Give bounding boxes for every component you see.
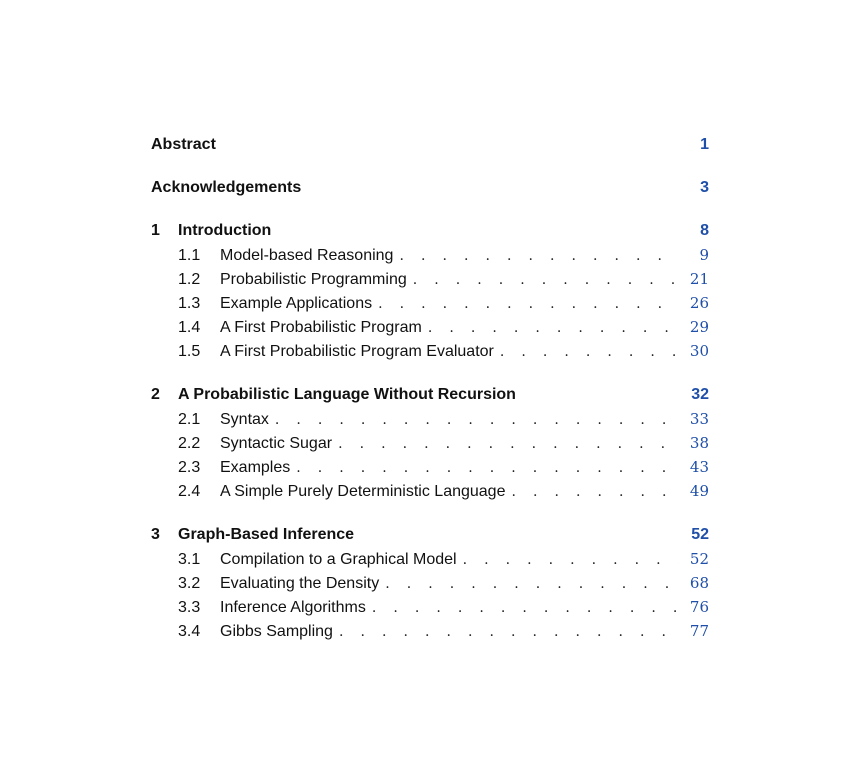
section-title: A First Probabilistic Program Evaluator bbox=[220, 343, 494, 360]
toc-section-2-1[interactable] bbox=[151, 407, 709, 431]
section-number: 2.4 bbox=[178, 483, 201, 500]
page-number[interactable]: 1 bbox=[700, 136, 709, 153]
dot-leader bbox=[338, 432, 679, 456]
toc-section-2-2[interactable] bbox=[151, 431, 709, 455]
chapter-number: 1 bbox=[151, 222, 160, 239]
page-number[interactable]: 52 bbox=[689, 550, 709, 568]
page-number[interactable]: 33 bbox=[689, 410, 709, 428]
dot-leader bbox=[428, 316, 679, 340]
section-title: Probabilistic Programming bbox=[220, 271, 407, 288]
section-number: 3.2 bbox=[178, 575, 201, 592]
dot-leader bbox=[339, 620, 679, 644]
section-title: Examples bbox=[220, 459, 291, 476]
table-of-contents bbox=[151, 133, 709, 643]
toc-chapter-2[interactable] bbox=[151, 383, 709, 407]
page-number[interactable]: 29 bbox=[689, 318, 709, 336]
page-number[interactable]: 8 bbox=[700, 222, 709, 239]
section-number: 2.1 bbox=[178, 411, 201, 428]
section-title: Evaluating the Density bbox=[220, 575, 380, 592]
entry-title: Abstract bbox=[151, 136, 216, 153]
page-number[interactable]: 26 bbox=[689, 294, 709, 312]
page-number[interactable]: 32 bbox=[691, 386, 709, 403]
section-number: 1.1 bbox=[178, 247, 201, 264]
toc-section-3-3[interactable] bbox=[151, 595, 709, 619]
dot-leader bbox=[399, 244, 679, 268]
section-number: 2.3 bbox=[178, 459, 201, 476]
page-number[interactable]: 68 bbox=[689, 574, 709, 592]
page-number[interactable]: 77 bbox=[689, 622, 709, 640]
chapter-title: A Probabilistic Language Without Recursion bbox=[178, 386, 516, 403]
toc-section-1-3[interactable] bbox=[151, 291, 709, 315]
dot-leader bbox=[275, 408, 679, 432]
section-number: 3.3 bbox=[178, 599, 201, 616]
chapter-number: 3 bbox=[151, 526, 160, 543]
section-title: Compilation to a Graphical Model bbox=[220, 551, 457, 568]
page-number[interactable]: 3 bbox=[700, 179, 709, 196]
section-title: A Simple Purely Deterministic Language bbox=[220, 483, 506, 500]
section-number: 2.2 bbox=[178, 435, 201, 452]
toc-section-2-4[interactable] bbox=[151, 479, 709, 503]
section-title: Syntactic Sugar bbox=[220, 435, 333, 452]
toc-section-3-4[interactable] bbox=[151, 619, 709, 643]
page-number[interactable]: 49 bbox=[689, 482, 709, 500]
dot-leader bbox=[372, 596, 679, 620]
chapter-title: Graph-Based Inference bbox=[178, 526, 355, 543]
section-title: Gibbs Sampling bbox=[220, 623, 333, 640]
page-number[interactable]: 30 bbox=[689, 342, 709, 360]
chapter-title: Introduction bbox=[178, 222, 272, 239]
page-number[interactable]: 21 bbox=[689, 270, 709, 288]
page-number[interactable]: 43 bbox=[689, 458, 709, 476]
dot-leader bbox=[413, 268, 679, 292]
toc-chapter-1[interactable] bbox=[151, 219, 709, 243]
section-number: 1.3 bbox=[178, 295, 201, 312]
page-number[interactable]: 9 bbox=[699, 246, 709, 264]
toc-section-1-5[interactable] bbox=[151, 339, 709, 363]
toc-entry-acknowledgements[interactable] bbox=[151, 176, 709, 200]
toc-section-1-1[interactable] bbox=[151, 243, 709, 267]
section-number: 3.4 bbox=[178, 623, 201, 640]
toc-section-1-2[interactable] bbox=[151, 267, 709, 291]
section-title: Syntax bbox=[220, 411, 269, 428]
dot-leader bbox=[378, 292, 679, 316]
section-title: Inference Algorithms bbox=[220, 599, 366, 616]
section-number: 1.2 bbox=[178, 271, 201, 288]
toc-section-3-1[interactable] bbox=[151, 547, 709, 571]
entry-title: Acknowledgements bbox=[151, 179, 302, 196]
section-number: 1.5 bbox=[178, 343, 201, 360]
section-number: 1.4 bbox=[178, 319, 201, 336]
toc-section-1-4[interactable] bbox=[151, 315, 709, 339]
toc-section-2-3[interactable] bbox=[151, 455, 709, 479]
page-number[interactable]: 38 bbox=[689, 434, 709, 452]
section-title: Model-based Reasoning bbox=[220, 247, 394, 264]
dot-leader bbox=[296, 456, 679, 480]
toc-entry-abstract[interactable] bbox=[151, 133, 709, 157]
dot-leader bbox=[500, 340, 679, 364]
section-title: A First Probabilistic Program bbox=[220, 319, 422, 336]
section-number: 3.1 bbox=[178, 551, 201, 568]
dot-leader bbox=[463, 548, 679, 572]
page-number[interactable]: 52 bbox=[691, 526, 709, 543]
toc-chapter-3[interactable] bbox=[151, 523, 709, 547]
dot-leader bbox=[385, 572, 679, 596]
chapter-number: 2 bbox=[151, 386, 160, 403]
toc-section-3-2[interactable] bbox=[151, 571, 709, 595]
section-title: Example Applications bbox=[220, 295, 373, 312]
dot-leader bbox=[511, 480, 679, 504]
page-number[interactable]: 76 bbox=[689, 598, 709, 616]
